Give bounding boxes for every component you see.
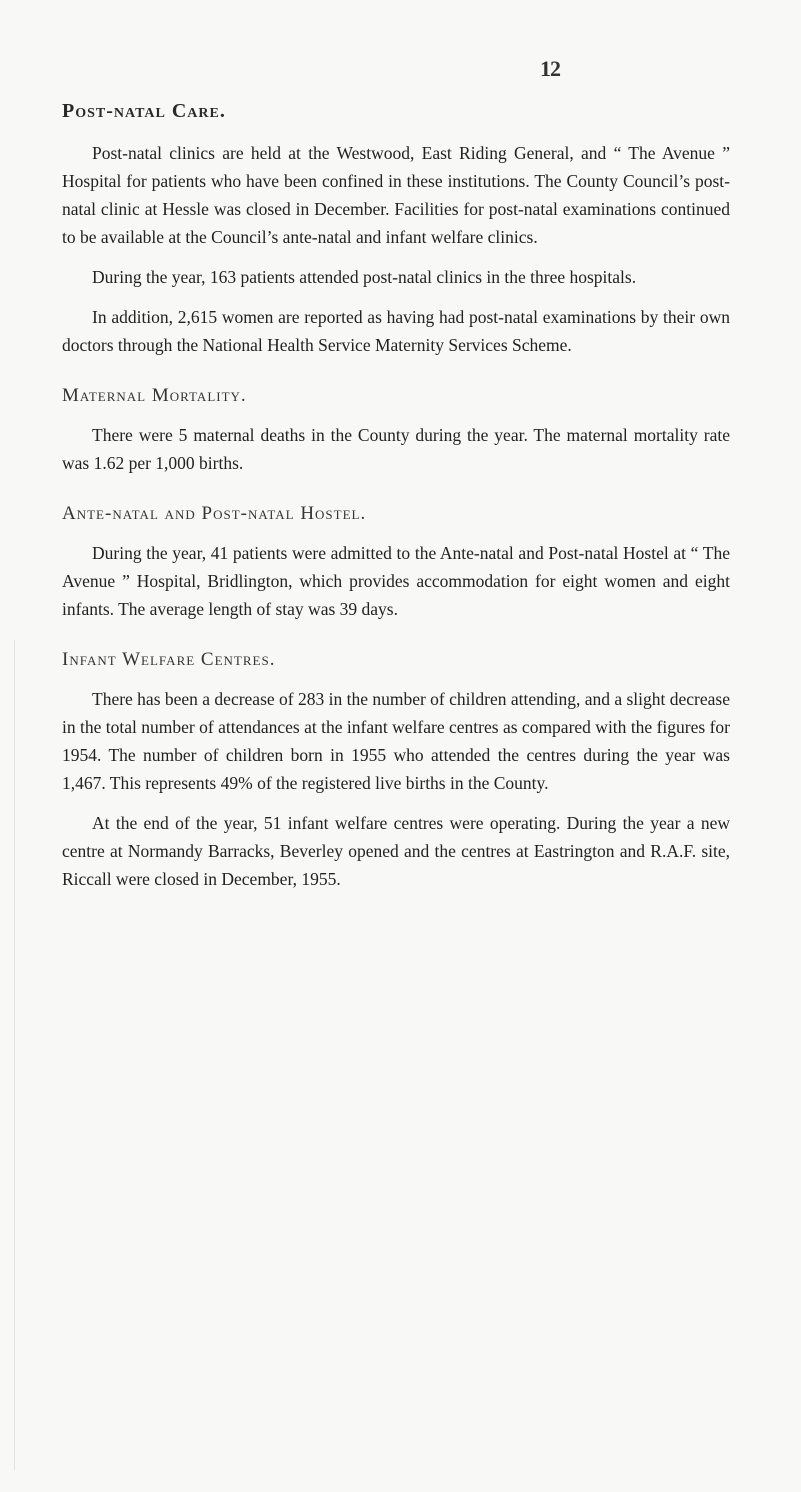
page-number: 12: [540, 56, 560, 81]
heading-hostel: Ante-natal and Post-natal Hostel.: [62, 503, 367, 524]
paragraph: During the year, 41 patients were admitted to the Ante-natal and Post-natal Hostel at “ The Avenue ” Hospital, Bridlington, which provides accommodation for eight women and eight infants. The average length of stay was 39 days.: [62, 543, 730, 619]
heading-post-natal-care: Post-natal Care.: [62, 100, 226, 122]
paragraph: There were 5 maternal deaths in the County during the year. The maternal mortality rate was 1.62 per 1,000 births.: [62, 425, 730, 473]
page-edge-shadow: [14, 640, 15, 1470]
paragraph: At the end of the year, 51 infant welfare centres were operating. During the year a new centre at Normandy Barracks, Beverley opened and the centres at Eastrington and R.A.F. site, Riccall were closed in December, 1955.: [62, 813, 730, 889]
paragraph: There has been a decrease of 283 in the number of children attending, and a slight decrease in the total number of attendances at the infant welfare centres as compared with the figures for 1954. The number of children born in 1955 who attended the centres during the year was 1,467. This represents 49% of the registered live births in the County.: [62, 689, 730, 793]
heading-maternal-mortality: Maternal Mortality.: [62, 385, 247, 406]
paragraph: During the year, 163 patients attended post-natal clinics in the three hospitals.: [92, 267, 637, 287]
paragraph: In addition, 2,615 women are reported as having had post-natal examinations by their own doctors through the National Health Service Maternity Services Scheme.: [62, 307, 730, 355]
paragraph: Post-natal clinics are held at the Westwood, East Riding General, and “ The Avenue ” Hospital for patients who have been confined in these institutions. The County Council’s post-natal clinic at Hessle was closed in December. Facilities for post-natal examinations continued to be available at the Council’s ante-natal and infant welfare clinics.: [62, 143, 730, 247]
heading-infant-welfare-centres: Infant Welfare Centres.: [62, 649, 276, 670]
document-body: [62, 100, 730, 905]
